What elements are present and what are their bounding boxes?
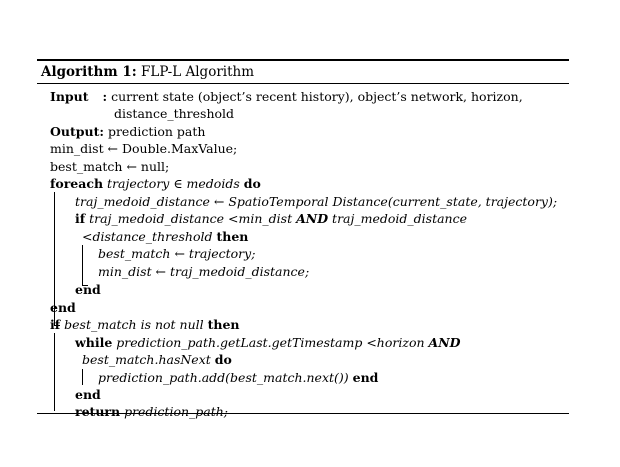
outer-if-then: then (207, 316, 240, 332)
algorithm-body (37, 84, 569, 419)
outer-if-line (50, 316, 240, 333)
foreach-line (50, 175, 261, 192)
while-body: prediction_path.add(best_match.next()) (98, 369, 349, 385)
inner-if-then: then (216, 228, 249, 244)
output-text: prediction path (107, 123, 206, 139)
algorithm-label: Algorithm 1: (41, 63, 137, 80)
return-line (75, 403, 228, 420)
while-and: AND (428, 334, 461, 350)
input-keyword: Input (50, 88, 89, 104)
input-text-2: distance_threshold (114, 105, 235, 121)
input-line (50, 88, 523, 105)
return-value: prediction_path; (124, 403, 229, 419)
outer-if-keyword: if (50, 316, 61, 332)
foreach-do: do (243, 175, 261, 191)
foreach-cond: trajectory ∈ medoids (107, 175, 240, 191)
inner-if-and: AND (296, 210, 329, 226)
while-keyword: while (75, 334, 113, 350)
input-text-1: current state (object’s recent history), object’s network, horizon, (111, 88, 523, 104)
inner-if-cond-a: traj_medoid_distance <min_dist (89, 210, 293, 226)
input-line-2 (114, 105, 234, 122)
algorithm-title: FLP-L Algorithm (141, 63, 255, 80)
while-block-bar (82, 369, 83, 385)
inner-if-end: end (75, 281, 101, 297)
output-line (50, 123, 205, 140)
while-body-line (98, 369, 378, 386)
inner-if-line (75, 210, 467, 227)
outer-if-block-bar (54, 333, 55, 411)
inner-if-cond-b: traj_medoid_distance (332, 210, 467, 226)
while-end: end (75, 386, 101, 402)
inner-if-block-bar (82, 245, 83, 285)
while-cond-b: best_match.hasNext (82, 351, 211, 367)
init-best-match: best_match ← null; (50, 158, 170, 174)
init-min-dist: min_dist ← Double.MaxValue; (50, 140, 238, 156)
algorithm-caption (37, 61, 569, 83)
return-keyword: return (75, 403, 121, 419)
algorithm-box (37, 59, 569, 419)
foreach-end: end (50, 299, 76, 315)
inner-then-2: min_dist ← traj_medoid_distance; (98, 263, 310, 279)
inner-if-line-2 (82, 228, 248, 245)
while-do: do (214, 351, 232, 367)
foreach-assign: traj_medoid_distance ← SpatioTemporal Distance(current_state, trajectory); (75, 193, 558, 209)
inner-then-1: best_match ← trajectory; (98, 245, 256, 261)
while-line-2 (82, 351, 232, 368)
while-cond-a: prediction_path.getLast.getTimestamp <horizon (116, 334, 425, 350)
inner-if-cond-c: <distance_threshold (82, 228, 213, 244)
foreach-keyword: foreach (50, 175, 104, 191)
while-end-inline: end (352, 369, 379, 385)
inner-if-keyword: if (75, 210, 86, 226)
input-sep: : (102, 88, 108, 104)
output-keyword: Output: (50, 123, 104, 139)
outer-if-cond: best_match is not null (64, 316, 204, 332)
while-line (75, 334, 460, 351)
